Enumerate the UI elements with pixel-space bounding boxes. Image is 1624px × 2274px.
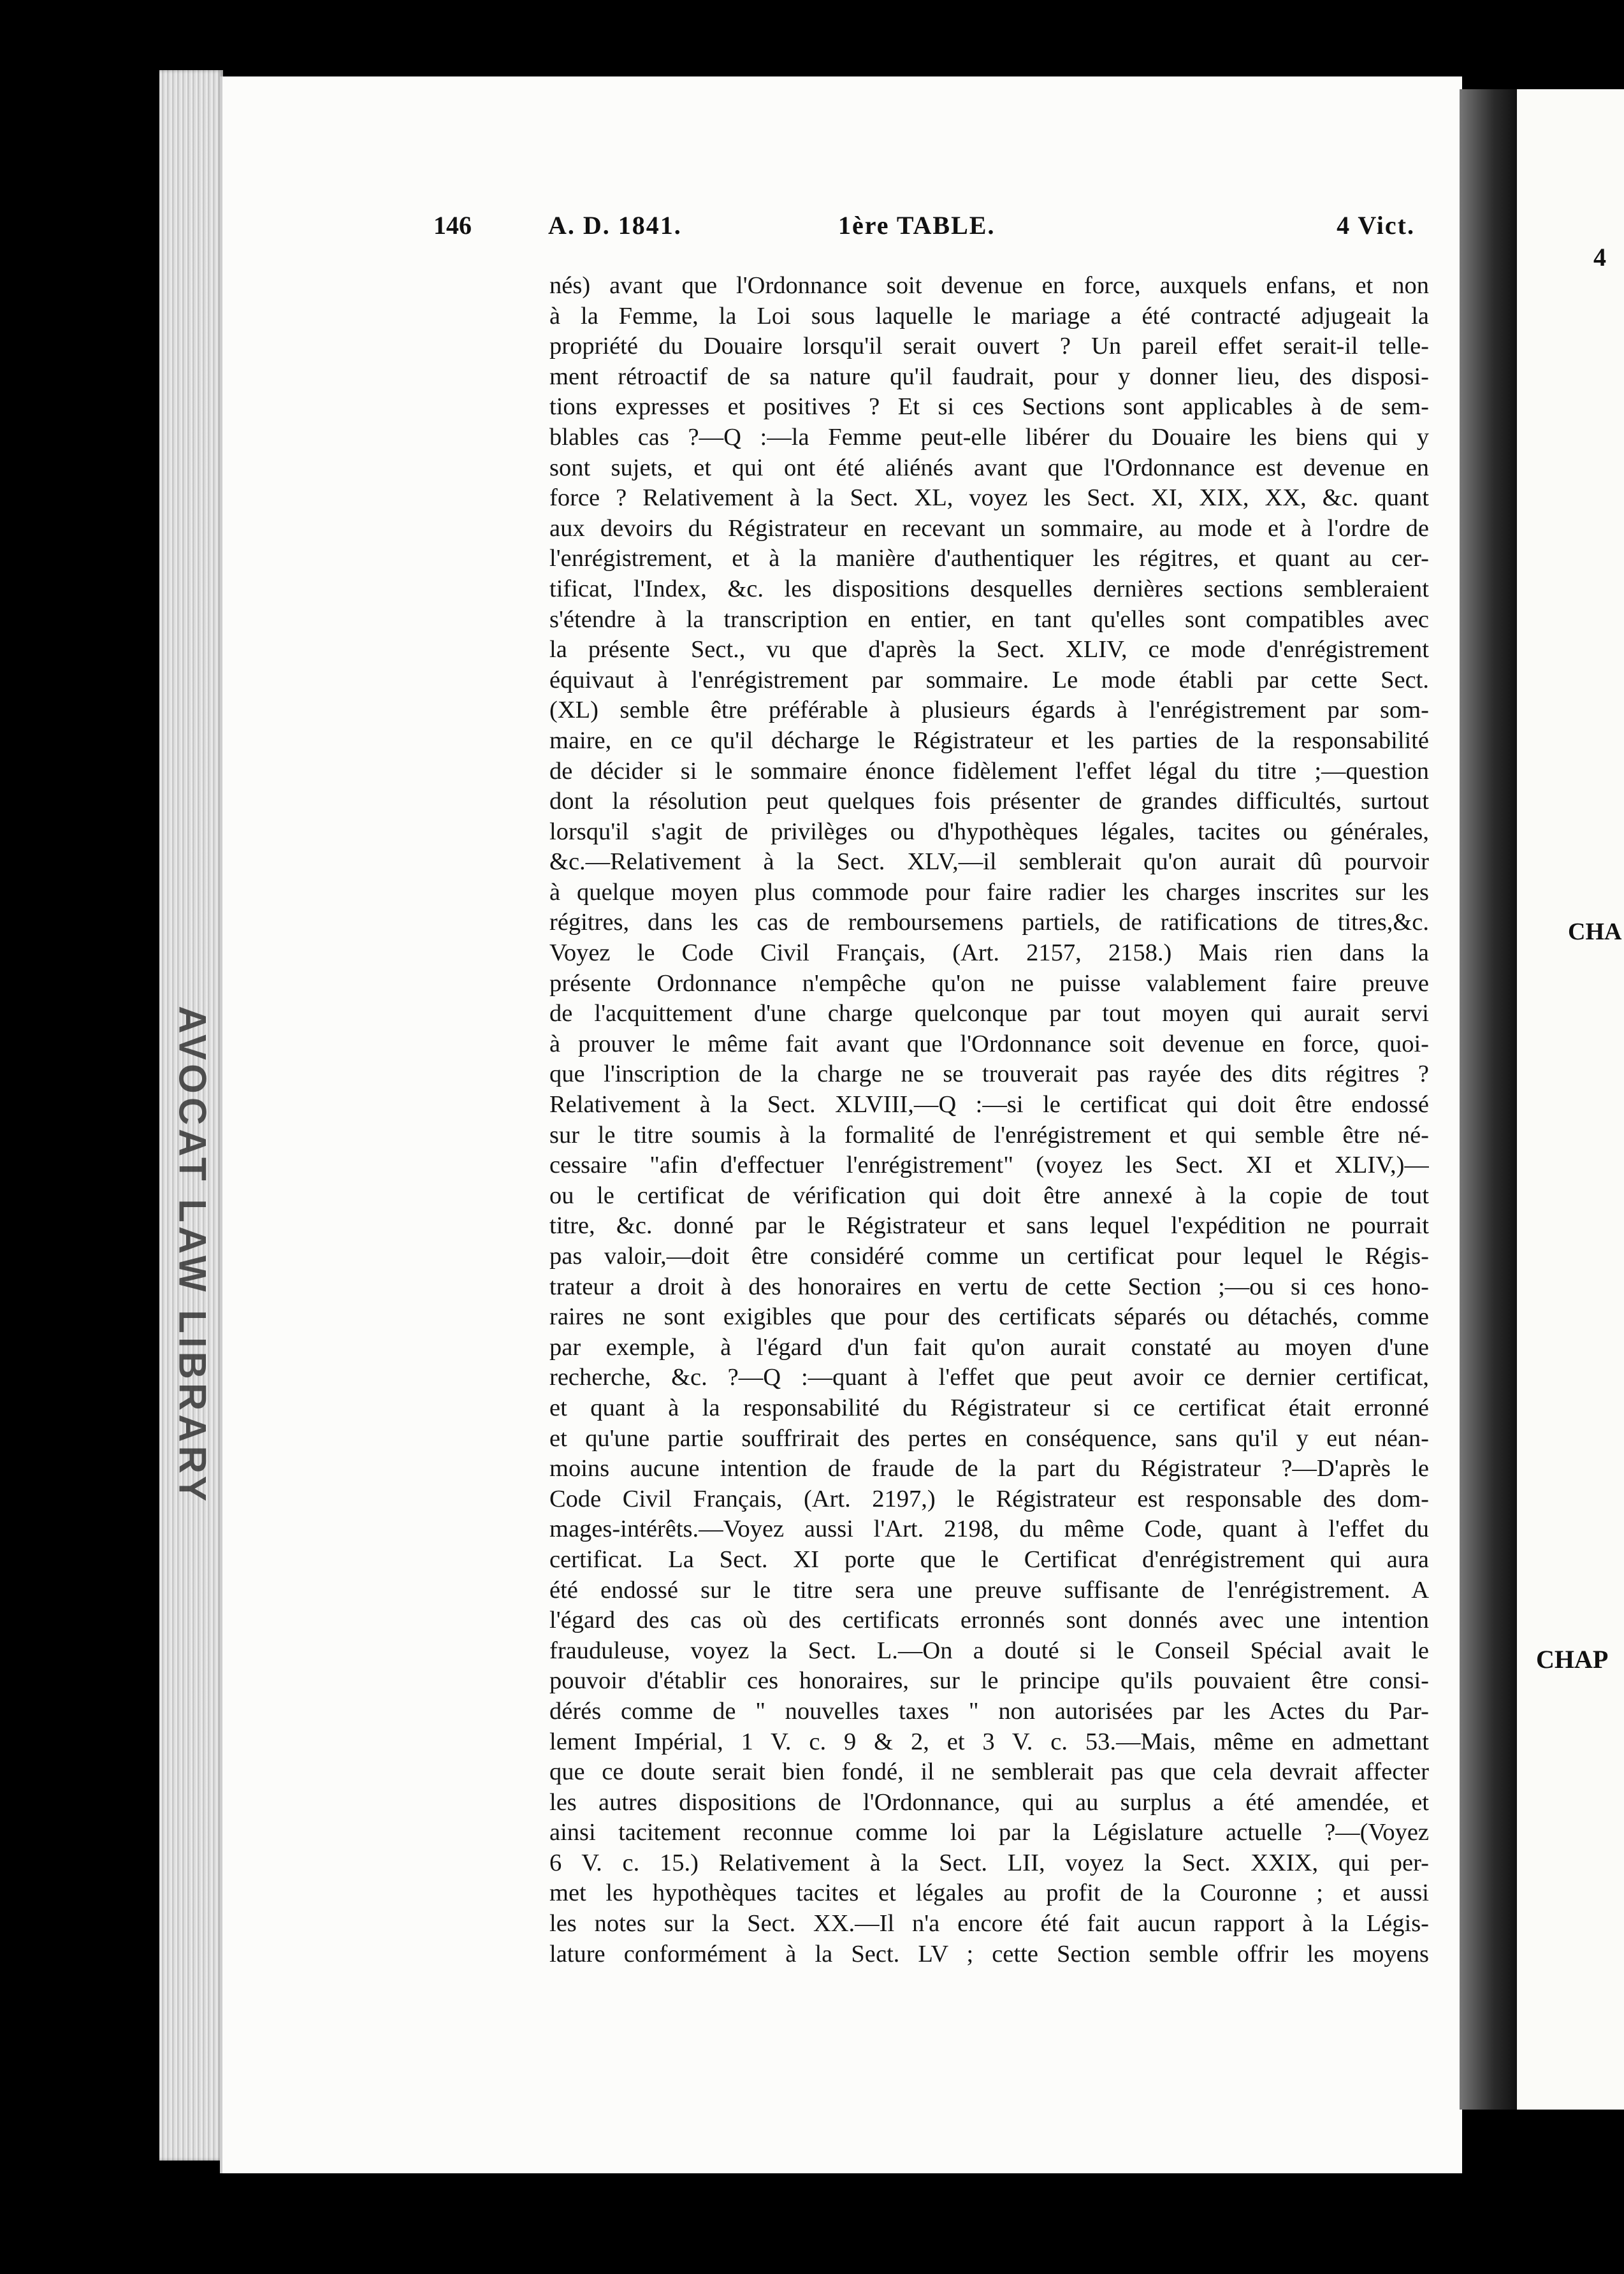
text-line: titre, &c. donné par le Régistrateur et sans lequel l'expédition ne pourrait [549,1212,1429,1240]
text-line: de décider si le sommaire énonce fidèlement l'effet légal du titre ;—question [549,757,1429,785]
text-line: tions expresses et positives ? Et si ces Sections sont applicables à de sem- [549,393,1429,421]
text-line: que l'inscription de la charge ne se trouverait pas rayée des dits régitres ? [549,1061,1429,1088]
text-line: été endossé sur le titre sera une preuve suffisante de l'enrégistrement. A [549,1576,1429,1604]
text-line: régitres, dans les cas de remboursemens partiels, de ratifications de titres,&c. [549,909,1429,936]
text-line: les autres dispositions de l'Ordonnance, qui au surplus a été amendée, et [549,1788,1429,1816]
text-line: mages-intérêts.—Voyez aussi l'Art. 2198, du même Code, quant à l'effet du [549,1516,1429,1543]
text-line: l'égard des cas où des certificats erronnés sont donnés avec une intention [549,1607,1429,1634]
text-line: par exemple, à l'égard d'un fait qu'on aurait constaté au moyen d'une [549,1333,1429,1361]
text-line: de l'acquittement d'une charge quelconque par tout moyen qui aurait servi [549,1000,1429,1027]
text-line: raires ne sont exigibles que pour des certificats séparés ou détachés, comme [549,1303,1429,1331]
text-line: propriété du Douaire lorsqu'il serait ouvert ? Un pareil effet serait-il telle- [549,333,1429,360]
text-line: lement Impérial, 1 V. c. 9 & 2, et 3 V. c. 53.—Mais, même en admettant [549,1728,1429,1755]
text-line: à la Femme, la Loi sous laquelle le mariage a été contracté adjugeait la [549,302,1429,330]
text-line: dont la résolution peut quelques fois présenter de grandes difficultés, surtout [549,788,1429,815]
library-stamp [167,905,218,1606]
next-page-heading-1: CHA [1568,918,1622,945]
text-line: à quelque moyen plus commode pour faire radier les charges inscrites sur les [549,878,1429,906]
header-table-title: 1ère TABLE. [838,211,996,240]
text-line: et qu'une partie souffrirait des pertes en conséquence, sans qu'il y eut néan- [549,1424,1429,1452]
text-line: recherche, &c. ?—Q :—quant à l'effet que peut avoir ce dernier certificat, [549,1364,1429,1391]
text-line: la présente Sect., vu que d'après la Sect. XLIV, ce mode d'enrégistrement [549,636,1429,663]
text-line: que ce doute serait bien fondé, il ne semblerait pas que cela devrait affecter [549,1758,1429,1786]
text-line: à prouver le même fait avant que l'Ordonnance soit devenue en force, quoi- [549,1030,1429,1057]
text-line: nés) avant que l'Ordonnance soit devenue en force, auxquels enfans, et non [549,272,1429,299]
text-line: lorsqu'il s'agit de privilèges ou d'hypothèques légales, tacites ou générales, [549,818,1429,845]
text-line: l'enrégistrement, et à la manière d'authentiquer les régitres, et quant au cer- [549,545,1429,572]
text-line: blables cas ?—Q :—la Femme peut-elle libérer du Douaire les biens qui y [549,423,1429,451]
text-line: force ? Relativement à la Sect. XL, voyez les Sect. XI, XIX, XX, &c. quant [549,484,1429,512]
text-line: &c.—Relativement à la Sect. XLV,—il semblerait qu'on aurait dû pourvoir [549,848,1429,876]
text-line: moins aucune intention de fraude de la part du Régistrateur ?—D'après le [549,1455,1429,1482]
header-regnal-year: 4 Vict. [1337,211,1415,240]
text-line: Relativement à la Sect. XLVIII,—Q :—si le certificat qui doit être endossé [549,1091,1429,1119]
text-line: les notes sur la Sect. XX.—Il n'a encore été fait aucun rapport à la Légis- [549,1910,1429,1937]
text-line: tificat, l'Index, &c. les dispositions desquelles dernières sections sembleraient [549,575,1429,602]
text-line: présente Ordonnance n'empêche qu'on ne puisse valablement faire preuve [549,969,1429,997]
next-page-number: 4 [1593,243,1606,272]
next-page-heading-2: CHAP [1536,1645,1609,1674]
text-line: pas valoir,—doit être considéré comme un certificat pour lequel le Régis- [549,1243,1429,1270]
text-line: cessaire "afin d'effectuer l'enrégistrement" (voyez les Sect. XI et XLIV,)— [549,1152,1429,1179]
main-text-block [549,271,1429,1967]
text-line: sur le titre soumis à la formalité de l'enrégistrement et qui semble être né- [549,1121,1429,1148]
text-line: pouvoir d'établir ces honoraires, sur le principe qu'ils pouvaient être consi- [549,1667,1429,1695]
text-line: met les hypothèques tacites et légales au profit de la Couronne ; et aussi [549,1879,1429,1907]
text-line: maire, en ce qu'il décharge le Régistrateur et les parties de la responsabilité [549,727,1429,754]
header-year: A. D. 1841. [548,211,682,240]
page-number: 146 [433,211,472,240]
text-line: aux devoirs du Régistrateur en recevant un sommaire, au mode et à l'ordre de [549,514,1429,542]
text-line: Code Civil Français, (Art. 2197,) le Régistrateur est responsable des dom- [549,1485,1429,1512]
text-line: dérés comme de " nouvelles taxes " non autorisées par les Actes du Par- [549,1697,1429,1725]
text-line: (XL) semble être préférable à plusieurs égards à l'enrégistrement par som- [549,697,1429,724]
text-line: Voyez le Code Civil Français, (Art. 2157, 2158.) Mais rien dans la [549,939,1429,967]
book-gutter-shadow [1460,89,1517,2110]
page-header [433,210,1415,255]
text-line: sont sujets, et qui ont été aliénés avant que l'Ordonnance est devenue en [549,454,1429,481]
text-line: 6 V. c. 15.) Relativement à la Sect. LII, voyez la Sect. XXIX, qui per- [549,1849,1429,1876]
text-line: s'étendre à la transcription en entier, en tant qu'elles sont compatibles avec [549,605,1429,633]
text-line: ou le certificat de vérification qui doit être annexé à la copie de tout [549,1182,1429,1209]
text-line: ment rétroactif de sa nature qu'il faudrait, pour y donner lieu, des disposi- [549,363,1429,390]
text-line: trateur a droit à des honoraires en vertu de cette Section ;—ou si ces hono- [549,1273,1429,1300]
text-line: frauduleuse, voyez la Sect. L.—On a douté si le Conseil Spécial avait le [549,1637,1429,1664]
text-line: certificat. La Sect. XI porte que le Certificat d'enrégistrement qui aura [549,1546,1429,1573]
text-line: et quant à la responsabilité du Régistrateur si ce certificat était erronné [549,1394,1429,1421]
library-stamp-text: AVOCAT LAW LIBRARY [171,1006,214,1505]
text-line: équivaut à l'enrégistrement par sommaire. Le mode établi par cette Sect. [549,666,1429,693]
text-line: ainsi tacitement reconnue comme loi par la Législature actuelle ?—(Voyez [549,1819,1429,1846]
text-line: lature conformément à la Sect. LV ; cette Section semble offrir les moyens [549,1940,1429,1967]
next-page-fragment [1517,89,1624,2110]
